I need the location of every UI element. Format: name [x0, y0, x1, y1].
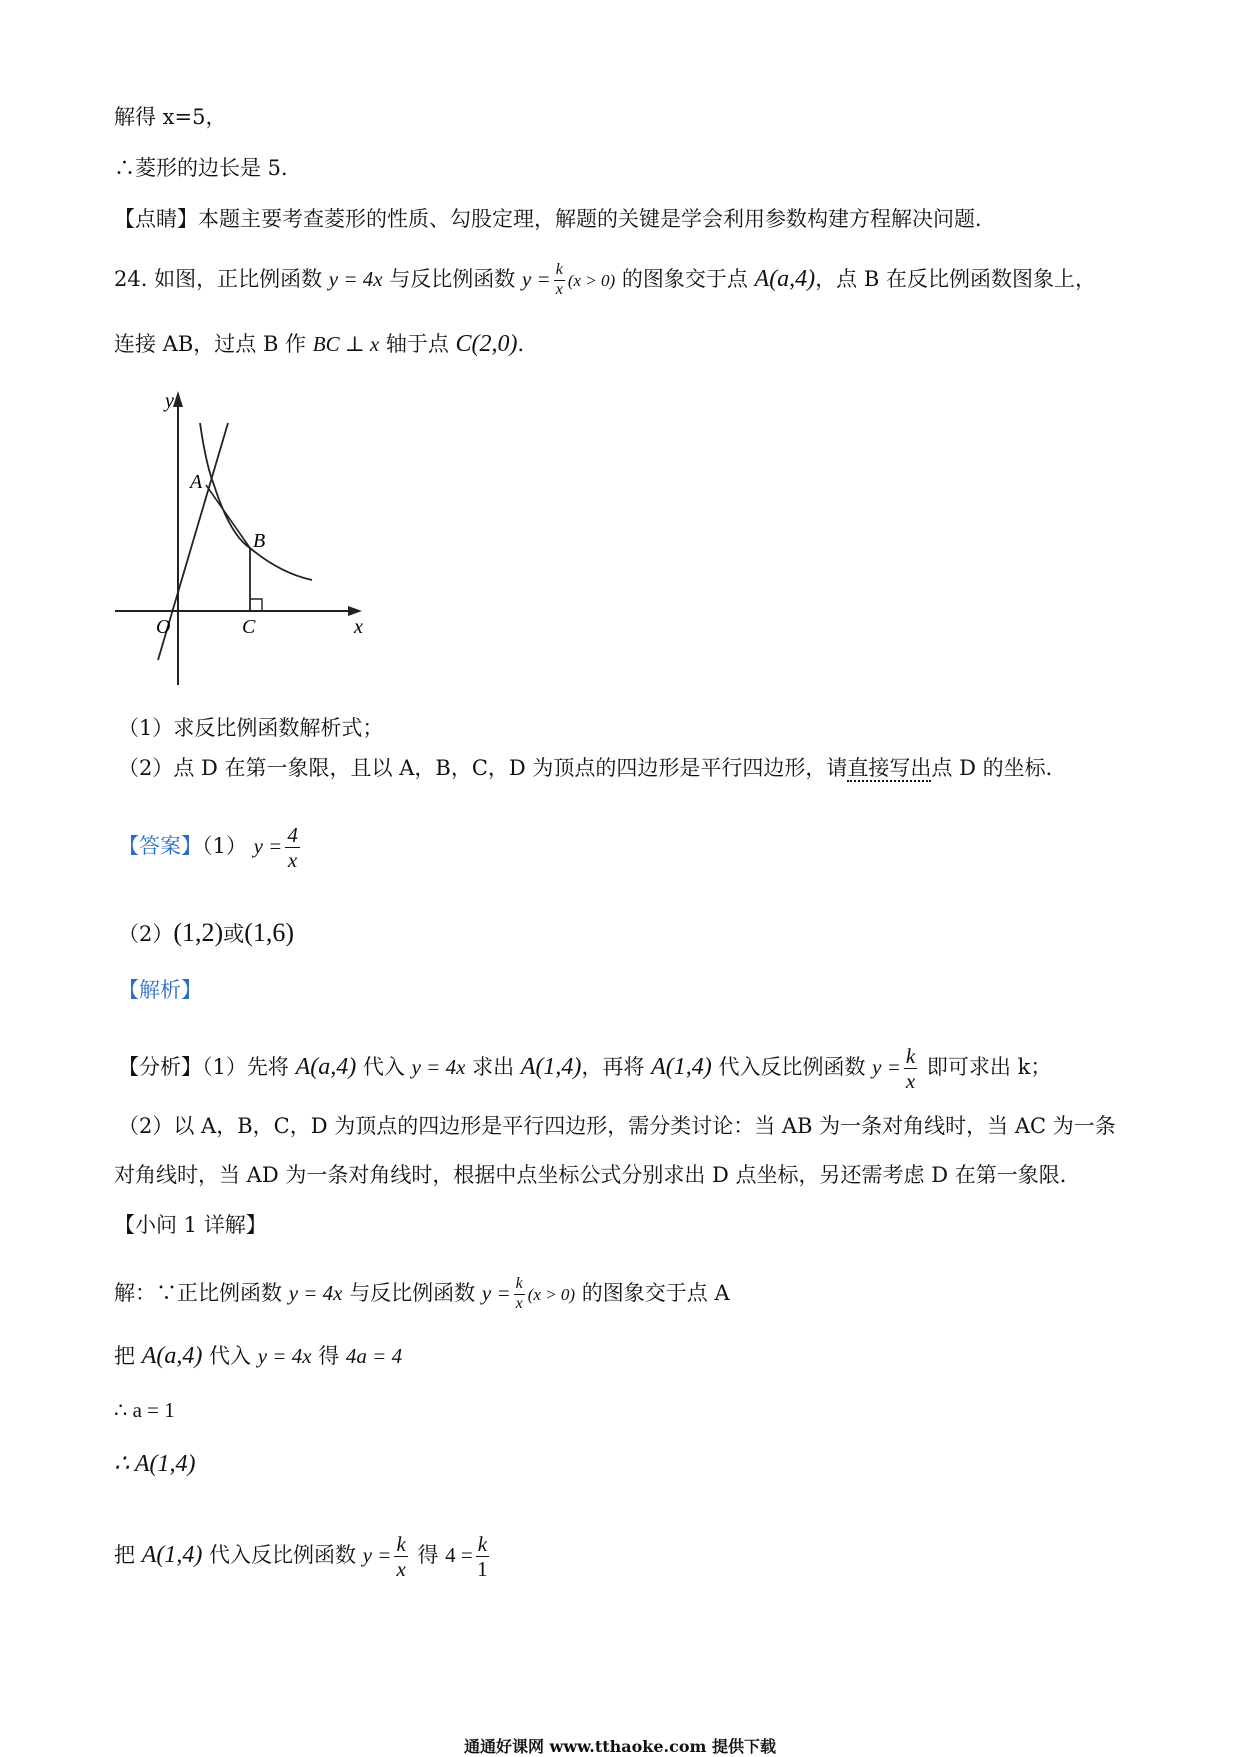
analysis-line3: 对角线时，当 AD 为一条对角线时，根据中点坐标公式分别求出 D 点坐标，另还需考虑 D 在第一象限． [114, 1163, 1081, 1187]
text: 把 [114, 1543, 135, 1568]
emphasis-text: 直接写出 [847, 756, 932, 780]
y-label: y [165, 390, 174, 412]
formula: y = 4x [328, 266, 383, 291]
text: 的图象交于点 A [581, 1280, 730, 1305]
text: ，点 B 在反比例函数图象上， [815, 266, 1096, 291]
text: 与反比例函数 [349, 1280, 476, 1305]
y-arrow-icon [173, 391, 183, 407]
text: 求出 [472, 1055, 515, 1080]
subquestion-detail-tag: 【小问 1 详解】 [114, 1213, 267, 1237]
x-arrow-icon [348, 606, 362, 616]
analysis-line2: （2）以 A，B，C，D 为顶点的四边形是平行四边形，需分类讨论：当 AB 为一条对角线时，当 AC 为一条 [118, 1114, 1116, 1138]
formula: y = [481, 1280, 511, 1305]
text: 点 D 的坐标． [931, 756, 1067, 780]
fraction: $\frac{k}{x}$ [555, 261, 563, 298]
text: 24. 如图，正比例函数 [114, 266, 323, 291]
fraction: $\frac{4}{x}$ [287, 823, 298, 873]
formula: A(a,4) [141, 1343, 203, 1369]
subquestion-1: （1）求反比例函数解析式； [118, 716, 384, 740]
question-24-line2 [114, 332, 539, 356]
question-24-line1 [114, 262, 1096, 299]
text: 轴于点 [385, 332, 449, 356]
text: 代入 [209, 1344, 252, 1368]
text: 得 [318, 1344, 340, 1368]
text: （1） [202, 834, 247, 859]
text: 的图象交于点 [621, 266, 748, 291]
text: （2）点 D 在第一象限，且以 A，B，C，D 为顶点的四边形是平行四边形，请 [118, 756, 848, 780]
label-b: B [253, 530, 266, 552]
formula: (1,6) [244, 918, 295, 947]
formula: (x > 0) [527, 1284, 576, 1304]
text: 代入反比例函数 [209, 1543, 357, 1568]
formula: A(1,4) [651, 1054, 712, 1081]
formula: y = [253, 834, 283, 859]
point-a: A(a,4) [754, 265, 816, 292]
answer-line1 [118, 824, 303, 871]
segment-ab [206, 485, 250, 548]
text: 得 [417, 1543, 439, 1568]
text-line: 解得 x=5， [114, 105, 227, 129]
label-a: A [190, 471, 203, 493]
function-graph [110, 385, 390, 685]
fraction: $\frac{k}{x}$ [515, 1275, 523, 1312]
text: 把 [114, 1344, 135, 1368]
solution-line5 [114, 1533, 492, 1580]
solution-line4: ∴ A(1,4) [114, 1451, 196, 1477]
formula: (x > 0) [567, 270, 616, 290]
fraction: $\frac{k}{x}$ [396, 1532, 406, 1582]
formula: 4a = 4 [345, 1344, 403, 1368]
formula: y = [521, 266, 551, 291]
formula: A(1,4) [141, 1542, 203, 1569]
text: 或 [223, 922, 245, 946]
formula: y = 4x [411, 1055, 466, 1080]
text: 与反比例函数 [389, 266, 516, 291]
formula: y = [362, 1543, 392, 1568]
text: 连接 AB，过点 B 作 [114, 332, 307, 356]
dianjing-line: 【点睛】本题主要考查菱形的性质、勾股定理，解题的关键是学会利用参数构建方程解决问题． [114, 207, 996, 231]
formula: A(1,4) [520, 1054, 582, 1081]
subquestion-2 [118, 758, 1067, 779]
formula: y = 4x [288, 1280, 343, 1305]
text: ． [517, 332, 539, 356]
text: （2） [118, 922, 174, 946]
formula: (1,2) [173, 918, 224, 947]
answer-tag: 【答案】 [118, 834, 202, 859]
formula: y = 4x [257, 1344, 312, 1368]
label-c: C [242, 616, 256, 638]
footer-watermark: 通通好课网 www.tthaoke.com 提供下载 [463, 1737, 777, 1756]
fraction: $\frac{k}{x}$ [905, 1044, 916, 1094]
point-c: C(2,0) [455, 331, 518, 357]
analysis-line1 [118, 1045, 1051, 1092]
formula: 4 = [445, 1543, 473, 1568]
text: 【分析】（1）先将 [118, 1055, 289, 1080]
text: 即可求出 k； [926, 1055, 1052, 1080]
origin-label: O [156, 616, 171, 638]
formula: BC ⊥ x [312, 332, 380, 356]
solution-line1 [114, 1276, 730, 1313]
text: ，再将 [581, 1055, 645, 1080]
right-angle-mark [250, 599, 262, 611]
formula: A(a,4) [295, 1054, 357, 1081]
fraction: $\frac{k}{1}$ [477, 1532, 488, 1582]
jiexi-tag: 【解析】 [118, 978, 202, 1002]
formula: y = [872, 1055, 901, 1080]
text: 代入反比例函数 [718, 1055, 866, 1080]
solution-line2 [114, 1344, 402, 1368]
solution-line3: ∴ a = 1 [114, 1398, 175, 1422]
text: 代入 [362, 1055, 405, 1080]
answer-line2 [118, 920, 294, 946]
text-line: ∴菱形的边长是 5． [114, 156, 303, 180]
x-label: x [354, 616, 363, 638]
text: 解：∵正比例函数 [114, 1280, 282, 1305]
